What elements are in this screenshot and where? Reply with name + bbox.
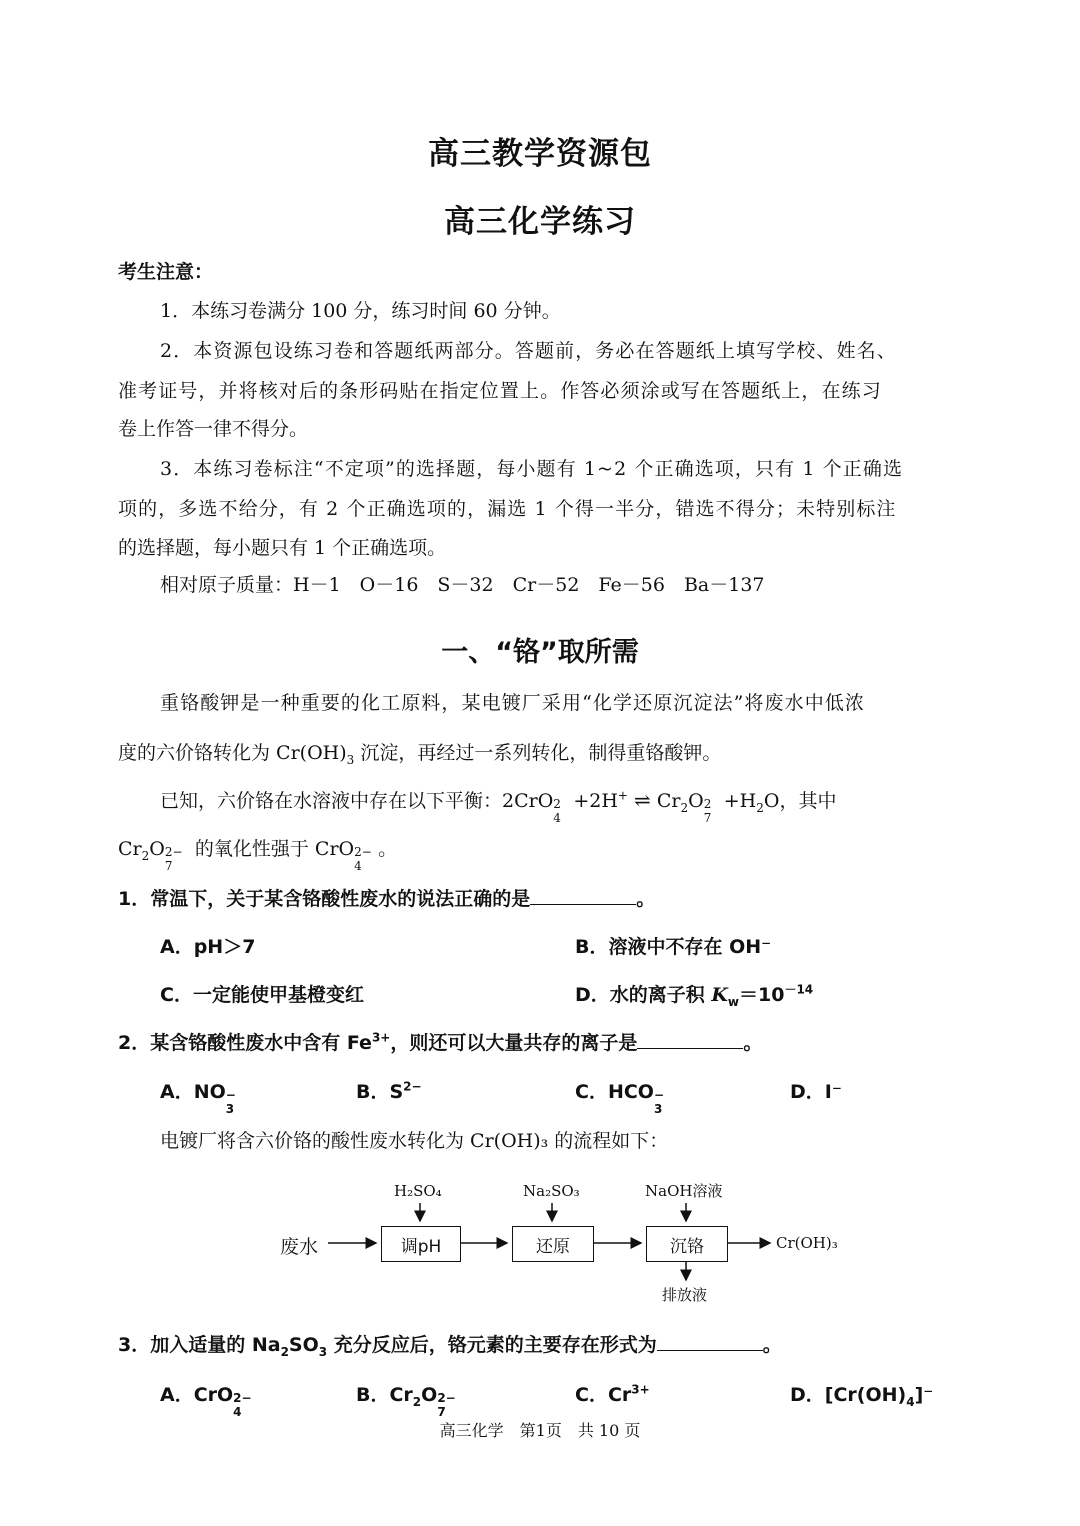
notice-item-2-line-2: 准考证号，并将核对后的条形码贴在指定位置上。作答必须涂或写在答题纸上，在练习 [118,380,882,402]
q3-option-d[interactable]: D．$[Cr(OH)_4]^-$ [790,1384,934,1409]
output-discharge: 排放液 [662,1286,708,1304]
q2-option-a[interactable]: A．NO − 3 [160,1081,236,1116]
step-reduction: 还原 [512,1226,594,1262]
q1-option-b[interactable]: B．溶液中不存在 OH⁻ [575,936,772,958]
q3-option-c[interactable]: C．$Cr^{3+}$ [575,1382,650,1406]
question-2-stem: 2．某含铬酸性废水中含有 $Fe^{3+}$，则还可以大量共存的离子是 。 [118,1030,763,1054]
question-1-stem: 1．常温下，关于某含铬酸性废水的说法正确的是 。 [118,888,656,910]
flow-intro: 电镀厂将含六价铬的酸性废水转化为 Cr(OH)₃ 的流程如下： [160,1130,669,1152]
notice-heading: 考生注意： [118,261,214,283]
q1-option-c[interactable]: C．一定能使甲基橙变红 [160,984,364,1006]
equilibrium-arrow: ⇌ [634,788,651,812]
notice-item-3-line-3: 的选择题，每小题只有 1 个正确选项。 [118,537,447,559]
atomic-mass-line: 相对原子质量：H－1 O－16 S－32 Cr－52 Fe－56 Ba－137 [160,574,765,596]
notice-item-2-line-1: 2．本资源包设练习卷和答题纸两部分。答题前，务必在答题纸上填写学校、姓名、 [160,340,897,362]
intro-line-2: 度的六价铬转化为 $Cr(OH)_3$ 沉淀，再经过一系列转化，制得重铬酸钾。 [118,742,722,767]
q3-option-b[interactable]: B．$Cr_2O$ 2− 7 [356,1384,456,1419]
intro-line-1: 重铬酸钾是一种重要的化工原料，某电镀厂采用“化学还原沉淀法”将废水中低浓 [160,692,866,714]
q3-option-a[interactable]: A．CrO 2− 4 [160,1384,252,1419]
resource-pack-title: 高三教学资源包 [428,136,652,172]
answer-blank[interactable] [657,1332,763,1351]
oxidation-line: $Cr_2O$ 2− 7 的氧化性强于 CrO 2− 4 。 [118,838,398,873]
reagent-h2so4: H₂SO₄ [394,1182,442,1200]
q1-option-d[interactable]: D．水的离子积 $K_w=10^{-14}$ [575,982,814,1009]
question-3-stem: 3．加入适量的 $Na_2SO_3$ 充分反应后，铬元素的主要存在形式为 。 [118,1334,782,1359]
reagent-naoh: NaOH溶液 [645,1182,723,1200]
q1-option-a[interactable]: A．pH＞7 [160,936,256,958]
q2-option-c[interactable]: C．HCO − 3 [575,1081,665,1116]
output-cr-oh3: Cr(OH)₃ [776,1234,838,1252]
input-wastewater: 废水 [280,1236,319,1258]
step-precipitate-chromium: 沉铬 [646,1226,728,1262]
notice-item-1: 1．本练习卷满分 100 分，练习时间 60 分钟。 [160,300,561,322]
notice-item-3-line-2: 项的，多选不给分，有 2 个正确选项的，漏选 1 个得一半分，错选不得分；未特别标注 [118,498,897,520]
notice-item-3-line-1: 3．本练习卷标注“不定项”的选择题，每小题有 1~2 个正确选项，只有 1 个正确选 [160,458,904,480]
equilibrium-line: 已知，六价铬在水溶液中存在以下平衡：2CrO 2 4 +2H+ ⇌ $Cr_2O$ 2 7 $+H_2O$，其中 [160,788,837,825]
section-title: 一、“铬”取所需 [441,637,639,668]
notice-item-2-line-3: 卷上作答一律不得分。 [118,418,309,440]
page-footer: 高三化学 第1页 共 10 页 [439,1421,641,1440]
exam-title: 高三化学练习 [444,204,636,240]
q2-option-d[interactable]: D．I⁻ [790,1081,842,1103]
q2-option-b[interactable]: B．$S^{2-}$ [356,1079,422,1103]
reagent-na2so3: Na₂SO₃ [523,1182,580,1200]
step-adjust-ph: 调pH [381,1226,461,1262]
